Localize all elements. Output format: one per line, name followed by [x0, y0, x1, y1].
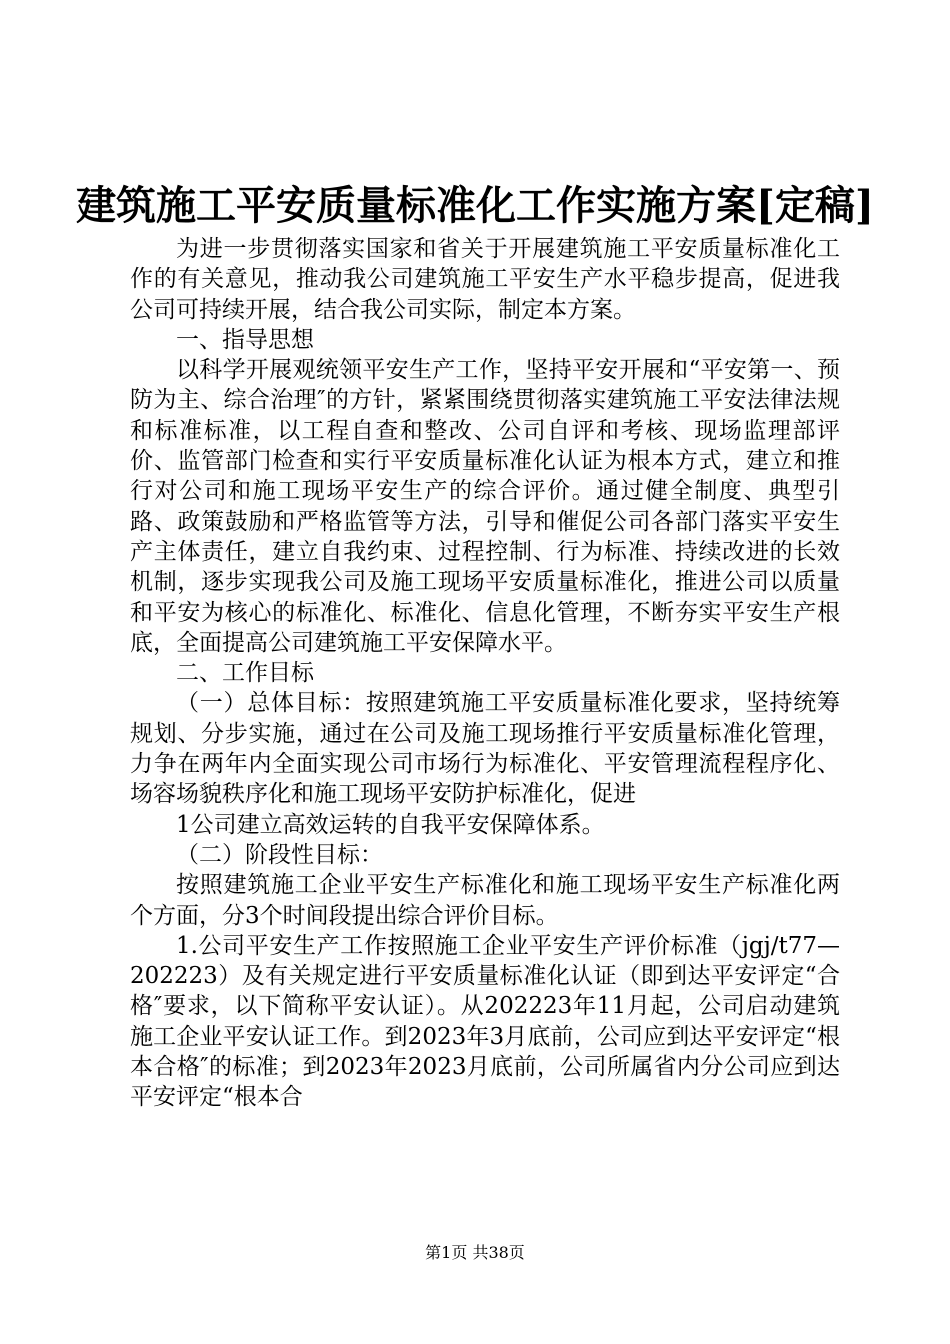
page-footer: 第1页 共38页: [425, 1243, 525, 1262]
paragraph-guiding-ideology: 以科学开展观统领平安生产工作，坚持平安开展和“平安第一、预防为主、综合治理″的方针，紧紧围绕贯彻落实建筑施工平安法律法规和标准标准，以工程自查和整改、公司自评和考核、现场监理部评价、监管部门检查和实行平安质量标准化认证为根本方式，建立和推行对公司和施工现场平安生产的综合评价。通过健全制度、典型引路、政策鼓励和严格监管等方法，引导和催促公司各部门落实平安生产主体责任，建立自我约束、过程控制、行为标准、持续改进的长效机制，逐步实现我公司及施工现场平安质量标准化，推进公司以质量和平安为核心的标准化、标准化、信息化管理，不断夯实平安生产根底，全面提高公司建筑施工平安保障水平。: [130, 357, 840, 656]
paragraph-item-1: 1.公司平安生产工作按照施工企业平安生产评价标准（jgj/t77—202223）及有关规定进行平安质量标准化认证（即到达平安评定“合格″要求，以下简称平安认证）。从202223年11月起，公司启动建筑施工企业平安认证工作。到2023年3月底前，公司应到达平安评定“根本合格″的标准；到2023年2023月底前，公司所属省内分公司应到达平安评定“根本合: [130, 932, 840, 1111]
document-body: [130, 234, 840, 1113]
paragraph-intro: 为进一步贯彻落实国家和省关于开展建筑施工平安质量标准化工作的有关意见，推动我公司建筑施工平安生产水平稳步提高，促进我公司可持续开展，结合我公司实际，制定本方案。: [130, 236, 840, 323]
paragraph-stage-goals: 按照建筑施工企业平安生产标准化和施工现场平安生产标准化两个方面，分3个时间段提出综合评价目标。: [130, 872, 840, 929]
paragraph-safety-system: 1公司建立高效运转的自我平安保障体系。: [176, 811, 605, 838]
heading-guiding-ideology: 一、指导思想: [176, 326, 314, 353]
heading-stage-goals: （二）阶段性目标：: [176, 841, 383, 868]
paragraph-overall-goal: （一）总体目标：按照建筑施工平安质量标准化要求，坚持统筹规划、分步实施，通过在公司及施工现场推行平安质量标准化管理，力争在两年内全面实现公司市场行为标准化、平安管理流程程序化、场容场貌秩序化和施工现场平安防护标准化，促进: [130, 690, 840, 808]
document-title: 建筑施工平安质量标准化工作实施方案[定稿]: [76, 182, 874, 229]
heading-work-goals: 二、工作目标: [176, 660, 314, 687]
